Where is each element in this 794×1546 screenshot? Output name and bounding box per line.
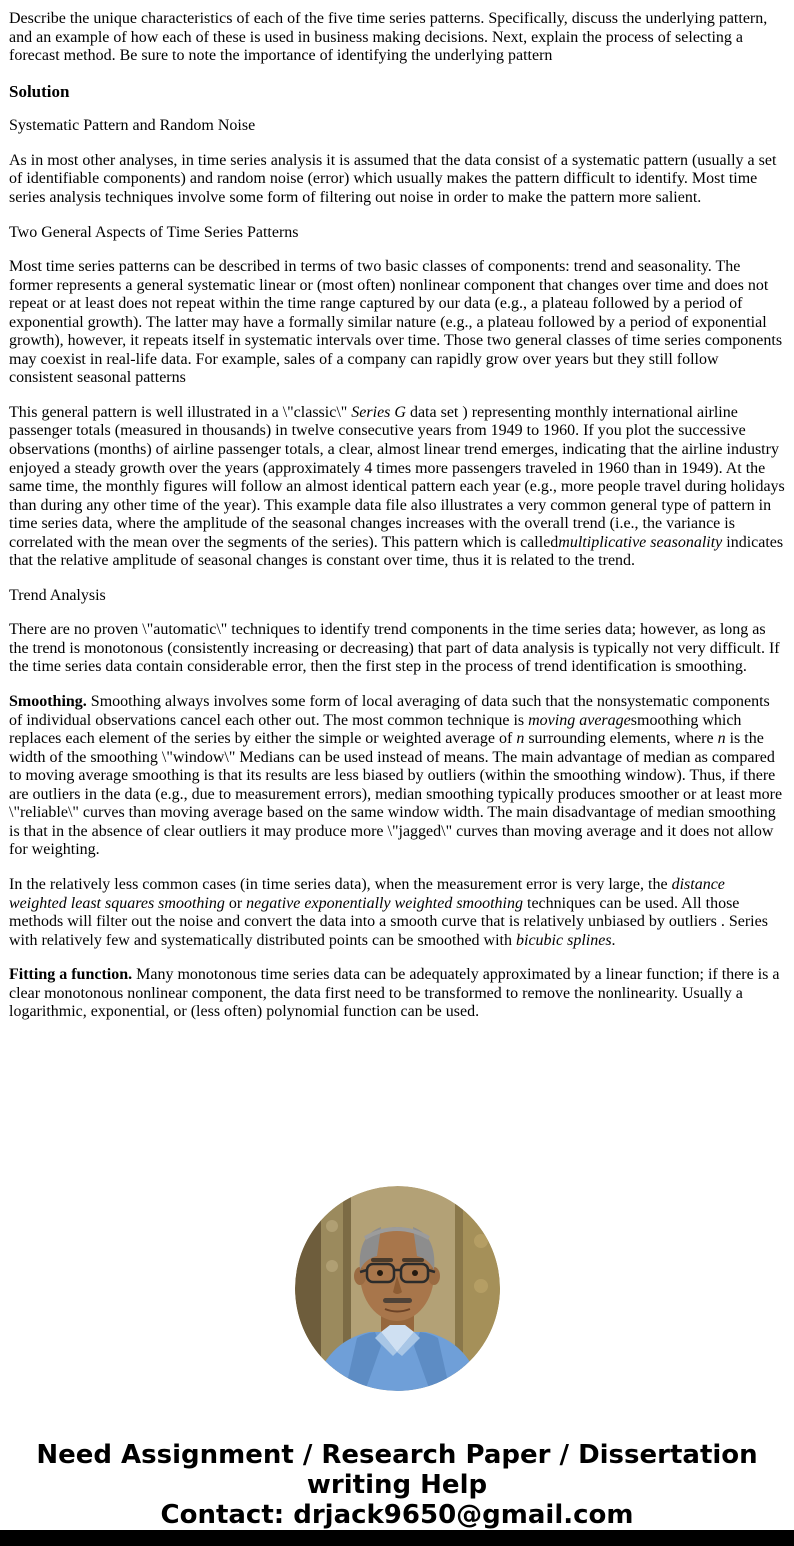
paragraph-series-g bbox=[9, 404, 785, 571]
text-segment: techniques can be used. All those methods will filter out the noise and convert the data into a smooth curve that is relatively unbiased by outliers . Series with relatively few and systematically distributed points can be smoothed with bbox=[9, 894, 768, 949]
photo-row bbox=[0, 1186, 794, 1391]
italic-term-moving-average: moving average bbox=[528, 711, 631, 729]
italic-term-distance-weighted: distance weighted least squares smoothing bbox=[9, 875, 725, 912]
text-segment: surrounding elements, where bbox=[524, 730, 718, 748]
text-segment: indicates that the relative amplitude of seasonal changes is constant over time, thus it is related to the trend. bbox=[9, 533, 784, 570]
footer-help-text: Need Assignment / Research Paper / Dissertation writing Help bbox=[36, 1439, 758, 1500]
man-portrait-icon bbox=[295, 1186, 500, 1391]
bold-lead-fitting-function: Fitting a function. bbox=[9, 966, 137, 984]
text-segment: data set ) representing monthly international airline passenger totals (measured in thousands) in twelve consecutive years from 1949 to 1960. If you plot the successive observations (months) of airline passenger totals, a clear, almost linear trend emerges, indicating that the airline industry enjoyed a steady growth over the years (approximately 4 times more passengers traveled in 1960 than in 1949). At the same time, the monthly figures will follow an almost identical pattern each year (e.g., more people travel during holidays than during any other time of the year). This example data file also illustrates a very common general type of pattern in time series data, where the amplitude of the seasonal changes increases with the overall trend (i.e., the variance is correlated with the mean over the segments of the series). This pattern which is called bbox=[9, 403, 785, 551]
italic-term-negative-exponential: negative exponentially weighted smoothing bbox=[246, 894, 523, 912]
text-segment: smoothing which replaces each element of the series by either the simple or weighted average of bbox=[9, 711, 742, 748]
section-title-two-general-aspects: Two General Aspects of Time Series Patterns bbox=[9, 223, 299, 241]
paragraph-trend-analysis: There are no proven \"automatic\" techniques to identify trend components in the time series data; however, as long as the trend is monotonous (consistently increasing or decreasing) that part of data analysis is typically not very difficult. If the time series data contain considerable error, then the first step in the process of trend identification is smoothing. bbox=[9, 621, 780, 676]
text-segment: Smoothing always involves some form of local averaging of data such that the nonsystematic components of individual observations cancel each other out. The most common technique is bbox=[9, 693, 770, 729]
italic-term-series-g: Series G bbox=[351, 403, 406, 421]
italic-term-bicubic-splines: bicubic splines bbox=[516, 931, 612, 949]
italic-term-n: n bbox=[717, 730, 726, 748]
bold-lead-smoothing: Smoothing. bbox=[9, 693, 91, 711]
footer-banner bbox=[27, 1441, 767, 1531]
paragraph-smoothing bbox=[9, 693, 785, 860]
italic-term-multiplicative-seasonality: multiplicative seasonality bbox=[558, 533, 723, 551]
text-segment: This general pattern is well illustrated in a \"classic\" bbox=[9, 403, 352, 421]
footer-contact-email: Contact: drjack9650@gmail.com bbox=[160, 1499, 634, 1530]
section-title-systematic-pattern: Systematic Pattern and Random Noise bbox=[9, 117, 256, 135]
text-segment: Many monotonous time series data can be adequately approximated by a linear function; if there is a clear monotonous nonlinear component, the data first need to be transformed to remove the nonlinearity. Usually a logarithmic, exponential, or (less often) polynomial function can be used. bbox=[9, 966, 780, 1021]
paragraph-weighted-smoothing bbox=[9, 876, 785, 950]
section-title-trend-analysis: Trend Analysis bbox=[9, 586, 106, 604]
solution-heading: Solution bbox=[9, 81, 70, 101]
text-segment: . bbox=[611, 931, 616, 949]
text-segment: In the relatively less common cases (in time series data), when the measurement error is very large, the bbox=[9, 875, 672, 893]
text-segment: is the width of the smoothing \"window\" Medians can be used instead of means. The main advantage of median as compared to moving average smoothing is that its results are less biased by outliers (within the smoothing window). Thus, if there are outliers in the data (e.g., due to measurement errors), median smoothing typically produces smoother or at least more \"reliable\" curves than moving average based on the same window width. The main disadvantage of median smoothing is that in the absence of clear outliers it may produce more \"jagged\" curves than moving average and it does not allow for weighting. bbox=[9, 730, 783, 859]
paragraph-fitting-function bbox=[9, 966, 785, 1022]
bottom-bar bbox=[0, 1530, 794, 1546]
paragraph-systematic-pattern: As in most other analyses, in time series analysis it is assumed that the data consist of a systematic pattern (usually a set of identifiable components) and random noise (error) which usually makes the pattern difficult to identify. Most time series analysis techniques involve some form of filtering out noise in order to make the pattern more salient. bbox=[9, 151, 777, 206]
italic-term-n: n bbox=[516, 730, 525, 748]
paragraph-trend-seasonality: Most time series patterns can be described in terms of two basic classes of components: trend and seasonality. The former represents a general systematic linear or (most often) nonlinear component that changes over time and does not repeat or at least does not repeat within the time range captured by our data (e.g., a plateau followed by a period of exponential growth). The latter may have a formally similar nature (e.g., a plateau followed by a period of exponential growth), however, it repeats itself in systematic intervals over time. Those two general classes of time series components may coexist in real-life data. For example, sales of a company can rapidly grow over years but they still follow consistent seasonal patterns bbox=[9, 258, 783, 387]
question-paragraph: Describe the unique characteristics of each of the five time series patterns. Specifically, discuss the underlying pattern, and an example of how each of these is used in business making decisions. Next, explain the process of selecting a forecast method. Be sure to note the importance of identifying the underlying pattern bbox=[9, 10, 768, 65]
profile-photo bbox=[295, 1186, 500, 1391]
text-segment: or bbox=[224, 894, 247, 912]
